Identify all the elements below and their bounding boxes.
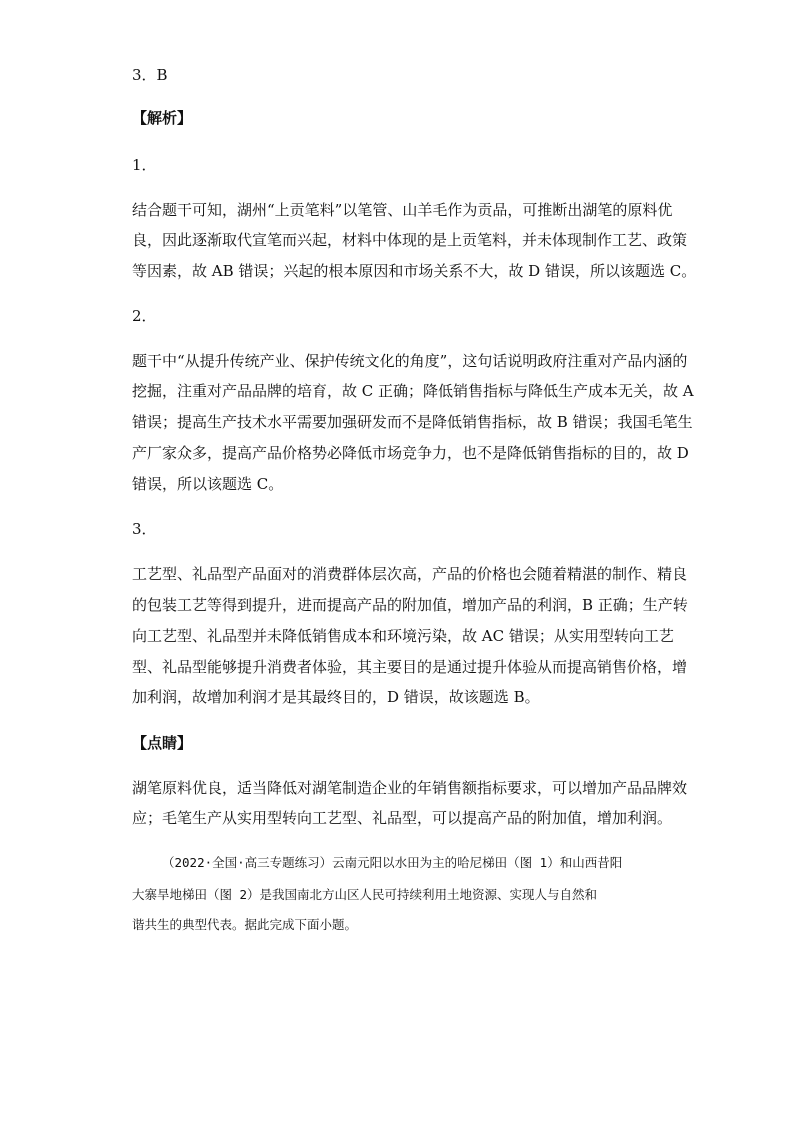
answer-line: 3．B [132,66,168,84]
q2-number: 2． [132,307,157,325]
q2-line-1: 题干中“从提升传统产业、保护传统文化的角度”，这句话说明政府注重对产品内涵的 [132,352,688,370]
q3-line-1: 工艺型、礼品型产品面对的消费群体层次高，产品的价格也会随着精湛的制作、精良 [132,565,688,583]
comment-line-2: 应；毛笔生产从实用型转向工艺型、礼品型，可以提高产品的附加值，增加利润。 [132,809,673,827]
comment-line-1: 湖笔原料优良，适当降低对湖笔制造企业的年销售额指标要求，可以增加产品品牌效 [132,779,688,797]
q2-line-5: 错误，所以该题选 C。 [132,475,284,493]
q1-line-3: 等因素，故 AB 错误；兴起的根本原因和市场关系不大，故 D 错误，所以该题选 C。 [132,262,697,280]
q3-line-5: 加利润，故增加利润才是其最终目的，D 错误，故该题选 B。 [132,688,540,706]
q2-line-2: 挖掘，注重对产品品牌的培育，故 C 正确；降低销售指标与降低生产成本无关，故 A [132,382,694,400]
q1-number: 1． [132,156,157,174]
q3-number: 3． [132,520,157,538]
q1-line-2: 良，因此逐渐取代宣笔而兴起，材料中体现的是上贡笔料，并未体现制作工艺、政策 [132,231,688,249]
q3-line-4: 型、礼品型能够提升消费者体验，其主要目的是通过提升体验从而提高销售价格，增 [132,658,688,676]
q2-line-4: 产厂家众多，提高产品价格势必降低市场竞争力，也不是降低销售指标的目的，故 D [132,444,689,462]
q3-line-2: 的包装工艺等得到提升，进而提高产品的附加值，增加产品的利润，B 正确；生产转 [132,596,688,614]
comment-heading: 【点睛】 [132,734,193,752]
q3-line-3: 向工艺型、礼品型并未降低销售成本和环境污染，故 AC 错误；从实用型转向工艺 [132,627,674,645]
q2-line-3: 错误；提高生产技术水平需要加强研发而不是降低销售指标，故 B 错误；我国毛笔生 [132,413,693,431]
q1-line-1: 结合题干可知，湖州“上贡笔料”以笔管、山羊毛作为贡品，可推断出湖笔的原料优 [132,201,673,219]
next-question-intro-line-3: 谐共生的典型代表。据此完成下面小题。 [132,917,358,932]
next-question-intro-line-2: 大寨旱地梯田（图 2）是我国南北方山区人民可持续利用土地资源、实现人与自然和 [132,887,598,902]
analysis-heading: 【解析】 [132,109,193,127]
next-question-intro-line-1: （2022·全国·高三专题练习）云南元阳以水田为主的哈尼梯田（图 1）和山西昔阳 [162,855,623,870]
